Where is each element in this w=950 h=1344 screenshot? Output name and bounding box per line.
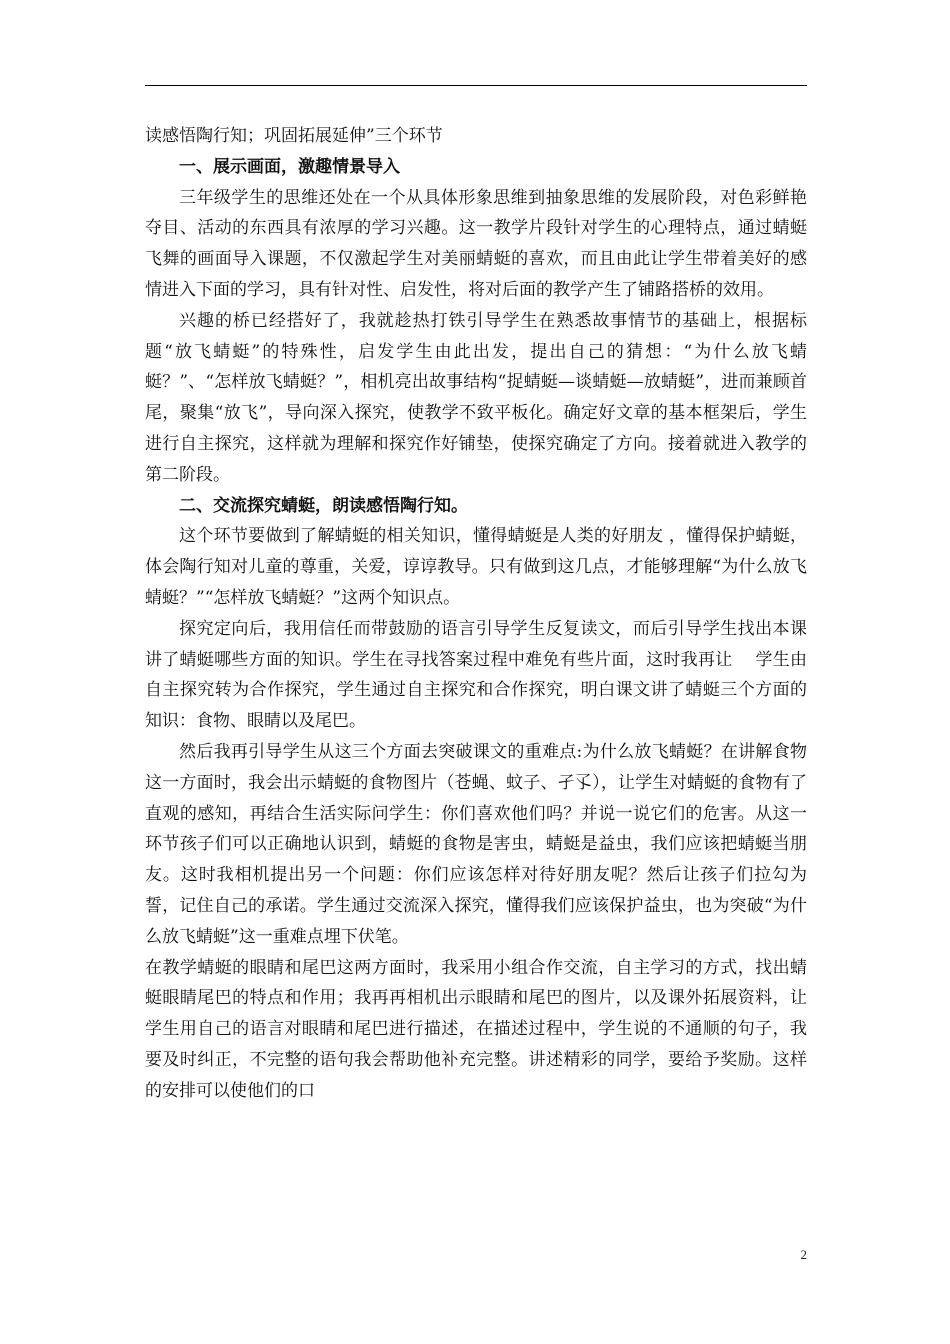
paragraph: 然后我再引导学生从这三个方面去突破课文的重难点:为什么放飞蜻蜓？在讲解食物这一方面时，我会出示蜻蜓的食物图片（苍蝇、蚊子、孑孓），让学生对蜻蜓的食物有了直观的感知，再结合生活实际问学生：你们喜欢他们吗？并说一说它们的危害。从这一环节孩子们可以正确地认识到，蜻蜓的食物是害虫，蜻蜓是益虫，我们应该把蜻蜓当朋友。这时我相机提出另一个问题：你们应该怎样对待好朋友呢？然后让孩子们拉勾为誓，记住自己的承诺。学生通过交流深入探究，懂得我们应该保护益虫，也为突破“为什么放飞蜻蜓”这一重难点埋下伏笔。 [145,741,807,947]
header-rule [145,85,807,86]
paragraph: 探究定向后，我用信任而带鼓励的语言引导学生反复读文，而后引导学生找出本课讲了蜻蜓哪些方面的知识。学生在寻找答案过程中难免有些片面，这时我再让 学生由自主探究转为合作探究，学生通过自主探究和合作探究，明白课文讲了蜻蜓三个方面的知识：食物、眼睛以及尾巴。 [145,618,807,732]
section-heading-1: 一、展示画面，激趣情景导入 [179,156,400,177]
paragraph-continuation: 读感悟陶行知；巩固拓展延伸”三个环节 [145,126,443,146]
paragraph: 兴趣的桥已经搭好了，我就趁热打铁引导学生在熟悉故事情节的基础上，根据标题“放飞蜻蜓”的特殊性，启发学生由此出发，提出自己的猜想：“为什么放飞蜻蜓？”、“怎样放飞蜻蜓？”，相机亮出故事结构“捉蜻蜓—谈蜻蜓—放蜻蜓”，进而兼顾首尾，聚集“放飞”，导向深入探究，使教学不致平板化。确定好文章的基本框架后，学生进行自主探究，这样就为理解和探究作好铺垫，使探究确定了方向。接着就进入教学的第二阶段。 [145,310,807,485]
paragraph: 三年级学生的思维还处在一个从具体形象思维到抽象思维的发展阶段，对色彩鲜艳夺目、活动的东西具有浓厚的学习兴趣。这一教学片段针对学生的心理特点，通过蜻蜓飞舞的画面导入课题，不仅激起学生对美丽蜻蜓的喜欢，而且由此让学生带着美好的感情进入下面的学习，具有针对性、启发性，将对后面的教学产生了铺路搭桥的效用。 [145,187,807,300]
paragraph-unindented: 在教学蜻蜓的眼睛和尾巴这两方面时，我采用小组合作交流，自主学习的方式，找出蜻蜓眼睛尾巴的特点和作用；我再再相机出示眼睛和尾巴的图片，以及课外拓展资料，让学生用自己的语言对眼睛和尾巴进行描述，在描述过程中，学生说的不通顺的句子，我要及时纠正，不完整的语句我会帮助他补充完整。讲述精彩的同学，要给予奖励。这样的安排可以使他们的口 [145,957,807,1101]
page-number: 2 [800,1247,807,1262]
paragraph: 这个环节要做到了解蜻蜓的相关知识，懂得蜻蜓是人类的好朋友 ，懂得保护蜻蜓，体会陶行知对儿童的尊重，关爱，谆谆教导。只有做到这几点，才能够理解“为什么放飞蜻蜓？”“怎样放飞蜻蜓？”这两个知识点。 [145,526,807,608]
section-heading-2: 二、交流探究蜻蜓，朗读感悟陶行知。 [179,495,468,516]
document-body [145,121,807,1107]
